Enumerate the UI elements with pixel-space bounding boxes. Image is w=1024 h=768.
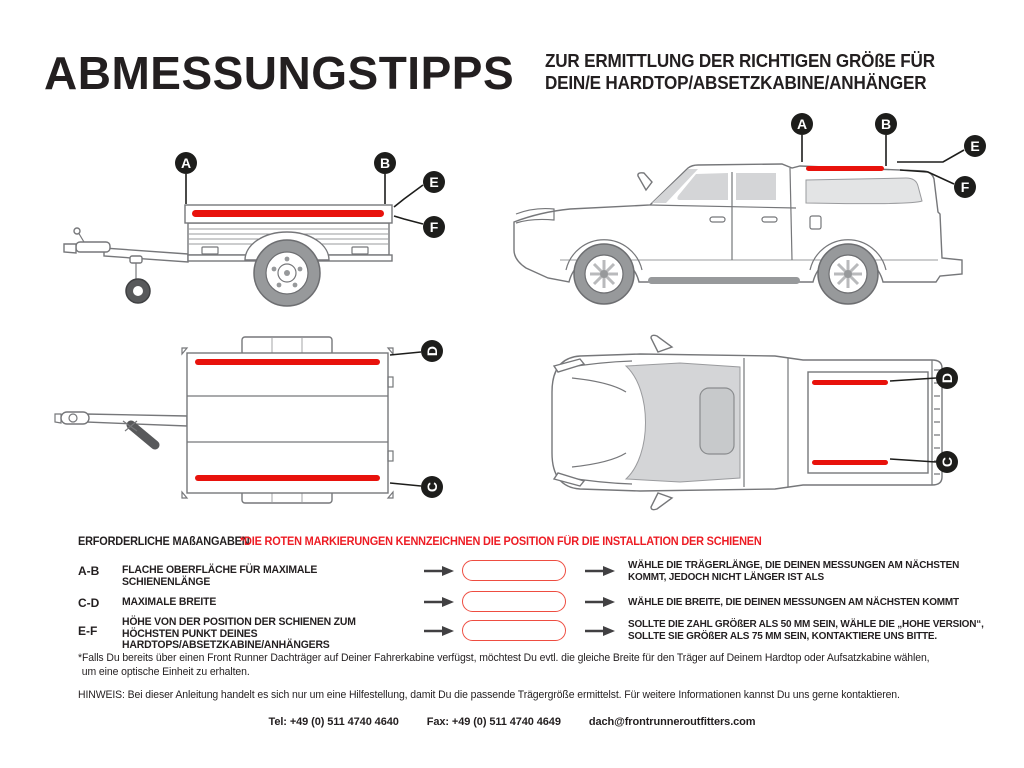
arrow-right-icon bbox=[585, 565, 615, 577]
rail-position-marking bbox=[812, 380, 888, 385]
label-b-marker bbox=[875, 113, 897, 166]
trailer-side-view-diagram bbox=[40, 125, 460, 320]
measurement-code-ab: A-B bbox=[78, 564, 100, 578]
label-c-marker bbox=[390, 476, 443, 498]
rail-position-marking bbox=[806, 166, 884, 171]
right-mirror bbox=[651, 493, 672, 510]
measurement-input-ef[interactable] bbox=[462, 620, 566, 641]
measurement-code-cd: C-D bbox=[78, 596, 100, 610]
arrow-right-icon bbox=[424, 625, 454, 637]
svg-text:C: C bbox=[939, 456, 955, 468]
trailer-drawbar bbox=[64, 228, 188, 303]
measurement-desc-ab: FLACHE OBERFLÄCHE FÜR MAXIMALE SCHIENENLÄNGE bbox=[122, 564, 318, 588]
running-board bbox=[648, 277, 800, 284]
label-e-marker bbox=[394, 171, 445, 207]
truck-side-view-diagram bbox=[500, 110, 1000, 310]
contact-email: dach@frontrunneroutfitters.com bbox=[588, 716, 756, 728]
svg-text:F: F bbox=[960, 179, 970, 195]
label-f-marker bbox=[394, 216, 445, 238]
page-title: ABMESSUNGSTIPPS bbox=[44, 47, 515, 99]
label-e-marker bbox=[897, 135, 986, 162]
measurement-input-ab[interactable] bbox=[462, 560, 566, 581]
contact-row bbox=[0, 716, 1024, 728]
measurement-input-cd[interactable] bbox=[462, 591, 566, 612]
svg-text:A: A bbox=[796, 116, 808, 132]
label-d-marker bbox=[390, 340, 443, 362]
svg-text:A: A bbox=[180, 155, 192, 171]
footnote bbox=[78, 652, 962, 679]
trailer-wheel bbox=[254, 240, 320, 306]
canopy-window bbox=[806, 178, 922, 204]
sunroof bbox=[700, 388, 734, 454]
label-b-marker bbox=[374, 152, 396, 204]
measurement-desc-ef: HÖHE VON DER POSITION DER SCHIENEN ZUM HÖCHSTEN PUNKT DEINES HARDTOPS/ABSETZKABINE/ANHÄNGERS bbox=[122, 616, 356, 651]
measurement-result-ef: SOLLTE DIE ZAHL GRÖßER ALS 50 MM SEIN, WÄHLE DIE „HOHE VERSION“, SOLLTE SIE GRÖßER ALS 75 MM SEIN, KONTAKTIERE UNS BITTE. bbox=[628, 618, 984, 642]
svg-text:C: C bbox=[424, 481, 440, 493]
svg-text:E: E bbox=[970, 138, 980, 154]
truck-front-wheel bbox=[574, 244, 634, 304]
hinweis-note: HINWEIS: Bei dieser Anleitung handelt es sich nur um eine Hilfestellung, damit Du die passende Trägergröße ermittelst. Für weitere Informationen kannst Du uns gerne kontaktieren. bbox=[78, 689, 900, 701]
side-mirror bbox=[638, 173, 652, 190]
svg-text:E: E bbox=[429, 174, 439, 190]
required-measurements-heading: ERFORDERLICHE MAßANGABEN bbox=[78, 536, 250, 548]
contact-tel: Tel: +49 (0) 511 4740 4640 bbox=[268, 716, 399, 728]
measurement-code-ef: E-F bbox=[78, 624, 98, 638]
rail-position-marking bbox=[195, 475, 380, 481]
contact-fax: Fax: +49 (0) 511 4740 4649 bbox=[426, 716, 561, 728]
svg-text:D: D bbox=[424, 345, 440, 357]
truck-top-view-diagram bbox=[540, 330, 1000, 515]
page-subtitle bbox=[545, 50, 935, 94]
trailer-top-view-diagram bbox=[45, 325, 455, 515]
measurement-desc-cd: MAXIMALE BREITE bbox=[122, 596, 217, 608]
measurement-result-cd: WÄHLE DIE BREITE, DIE DEINEN MESSUNGEN AM NÄCHSTEN KOMMT bbox=[628, 596, 959, 608]
trailer-drawbar-top bbox=[55, 412, 187, 445]
arrow-right-icon bbox=[424, 565, 454, 577]
label-a-marker bbox=[175, 152, 197, 204]
jockey-crank-handle bbox=[131, 425, 155, 445]
red-markings-note: *DIE ROTEN MARKIERUNGEN KENNZEICHNEN DIE POSITION FÜR DIE INSTALLATION DER SCHIENEN bbox=[240, 536, 762, 548]
rail-position-marking bbox=[192, 210, 384, 217]
measurement-result-ab: WÄHLE DIE TRÄGERLÄNGE, DIE DEINEN MESSUNGEN AM NÄCHSTEN KOMMT, JEDOCH NICHT LÄNGER IST ALS bbox=[628, 559, 960, 583]
rail-position-marking bbox=[812, 460, 888, 465]
truck-rear-wheel bbox=[818, 244, 878, 304]
svg-text:B: B bbox=[880, 116, 892, 132]
svg-text:B: B bbox=[379, 155, 391, 171]
trailer-box-top bbox=[182, 337, 393, 503]
subtitle-line-2: DEIN/E HARDTOP/ABSETZKABINE/ANHÄNGER bbox=[545, 73, 927, 93]
bed-opening bbox=[808, 372, 928, 473]
arrow-right-icon bbox=[424, 596, 454, 608]
label-a-marker bbox=[791, 113, 813, 162]
arrow-right-icon bbox=[585, 596, 615, 608]
truck-body-top bbox=[552, 335, 942, 509]
footnote-line-2: um eine optische Einheit zu erhalten. bbox=[81, 665, 250, 678]
arrow-right-icon bbox=[585, 625, 615, 637]
rail-position-marking bbox=[195, 359, 380, 365]
left-mirror bbox=[651, 335, 672, 352]
svg-text:D: D bbox=[939, 372, 955, 384]
subtitle-line-1: ZUR ERMITTLUNG DER RICHTIGEN GRÖßE FÜR bbox=[545, 51, 935, 71]
footnote-line-1: *Falls Du bereits über einen Front Runner Dachträger auf Deiner Fahrerkabine verfügst, möchtest Du evtl. die gleiche Breite für den Träger auf Deinem Hardtop oder Aufsatzkabine wählen, bbox=[78, 652, 930, 664]
svg-text:F: F bbox=[429, 219, 439, 235]
